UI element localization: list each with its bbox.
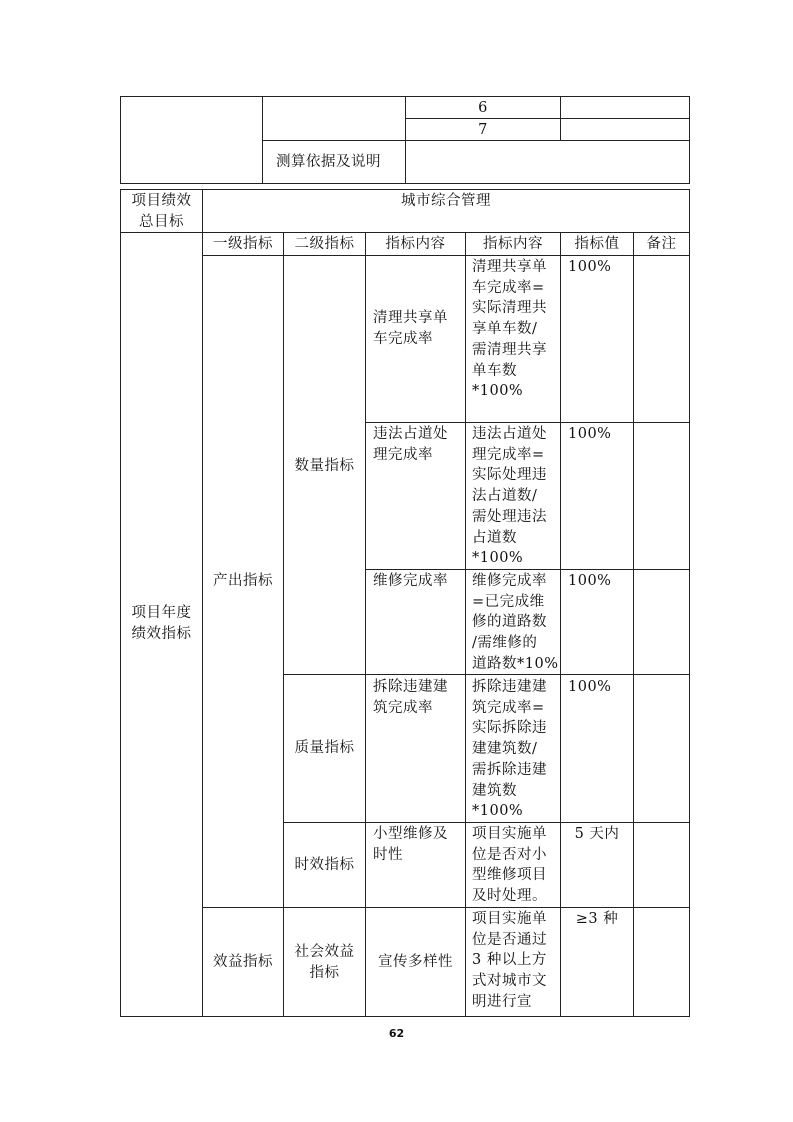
row5-value-text: 5 天内 (574, 826, 620, 842)
level2-quality-text: 质量指标 (294, 740, 355, 756)
top-row7-right-cell (560, 118, 690, 141)
row5-name-text: 小型维修及 时性 (373, 826, 448, 863)
level2-quantity-text: 数量指标 (294, 458, 355, 474)
row1-name-text: 清理共享单 车完成率 (373, 310, 448, 347)
basis-value-cell (405, 140, 690, 184)
row3-formula-text: 维修完成率 =已完成维 修的道路数 /需维修的 道路数*10% (472, 573, 559, 672)
row5-formula-text: 项目实施单 位是否对小 型维修项目 及时处理。 (472, 826, 547, 905)
row2-value-text: 100% (568, 426, 612, 442)
top-left-cell (120, 96, 263, 184)
top-row7-text: 7 (478, 122, 488, 138)
top-mid-cell (262, 96, 406, 141)
header-text-1: 一级指标 (213, 236, 273, 252)
row6-formula-text: 项目实施单 位是否通过 3 种以上方 式对城市文 明进行宣 (472, 911, 547, 1010)
header-text-2: 二级指标 (294, 236, 355, 252)
row3-value-text: 100% (568, 573, 612, 589)
top-row6-right-cell (560, 96, 690, 119)
row4-formula-text: 拆除违建建 筑完成率= 实际拆除违 建建筑数/ 需拆除违建 建筑数 *100% (472, 679, 547, 820)
row3-name-text: 维修完成率 (373, 573, 448, 589)
level1-benefit-text: 效益指标 (213, 954, 273, 970)
row1-formula-text: 清理共享单 车完成率= 实际清理共 享单车数/ 需清理共享 单车数 *100% (472, 259, 547, 400)
level1-output-text: 产出指标 (213, 573, 273, 589)
header-text-6: 备注 (646, 236, 677, 252)
basis-label-text: 测算依据及说明 (276, 154, 381, 170)
top-row6-text: 6 (478, 100, 488, 116)
row2-formula-text: 违法占道处 理完成率= 实际处理违 法占道数/ 需处理违法 占道数 *100% (472, 426, 547, 567)
row4-value-text: 100% (568, 679, 612, 695)
header-text-4: 指标内容 (483, 236, 543, 252)
header-text-3: 指标内容 (385, 236, 446, 252)
row6-note-cell (633, 907, 690, 1017)
level2-timeliness-text: 时效指标 (294, 857, 355, 873)
row5-note-cell (633, 822, 690, 908)
level2-social-text: 社会效益 指标 (294, 944, 355, 981)
row4-name-text: 拆除违建建 筑完成率 (373, 679, 448, 716)
row1-value-cell (560, 255, 634, 423)
page-number: 62 (388, 1027, 405, 1040)
goal-value-text: 城市综合管理 (401, 193, 491, 209)
row6-value-text: ≥3 种 (575, 911, 619, 927)
row1-note-cell (633, 255, 690, 423)
row2-note-cell (633, 422, 690, 570)
header-text-5: 指标值 (574, 236, 620, 252)
row3-note-cell (633, 569, 690, 675)
goal-label-text: 项目绩效 总目标 (131, 193, 192, 230)
row4-note-cell (633, 674, 690, 823)
annual-label-text: 项目年度 绩效指标 (131, 605, 192, 642)
row2-name-text: 违法占道处 理完成率 (373, 426, 448, 463)
row1-value-text: 100% (568, 259, 612, 275)
row6-name-text: 宣传多样性 (378, 954, 453, 970)
